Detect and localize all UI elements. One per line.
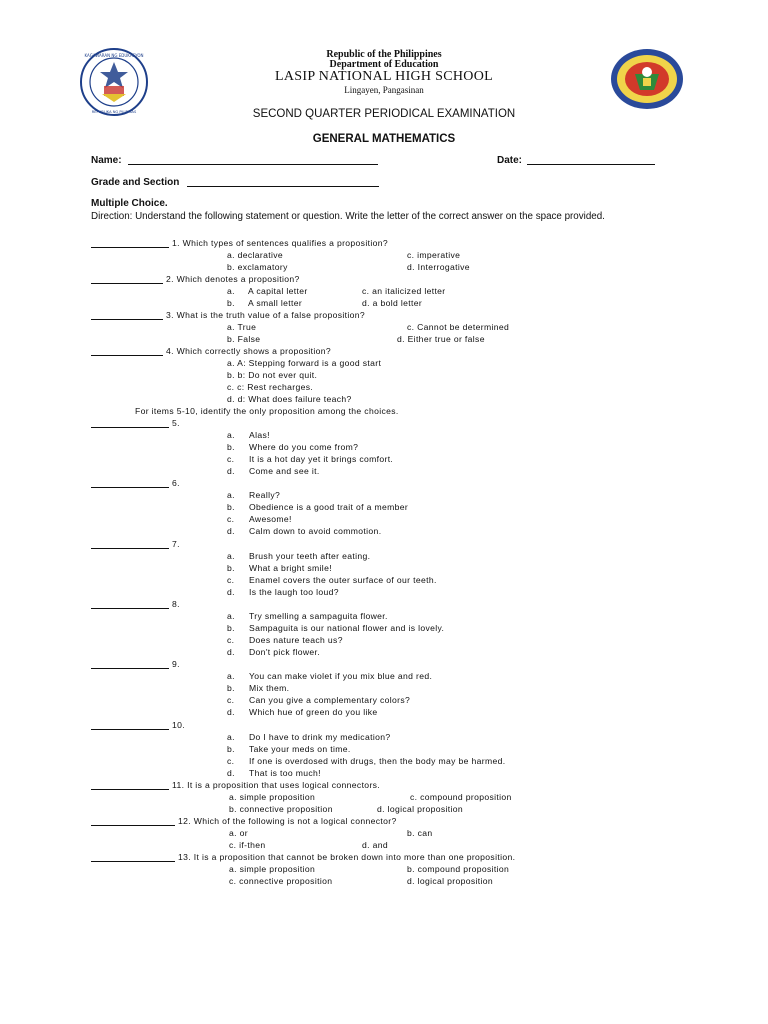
q7-letter-b: b. [227, 563, 235, 573]
q10-letter-a: a. [227, 732, 235, 742]
q11-option-b: b. connective proposition [229, 804, 333, 814]
question-10: 10. [172, 720, 185, 730]
answer-blank-12[interactable] [91, 825, 175, 826]
q1-option-b: b. exclamatory [227, 262, 288, 272]
q9-letter-c: c. [227, 695, 235, 705]
q13-option-b: b. compound proposition [407, 864, 510, 874]
q11-option-d: d. logical proposition [377, 804, 464, 814]
q5-letter-b: b. [227, 442, 235, 452]
q7-option-b: What a bright smile! [249, 563, 332, 573]
question-3: 3. What is the truth value of a false proposition? [166, 310, 366, 320]
q6-option-c: Awesome! [249, 514, 292, 524]
q2-option-a-letter: a. [227, 286, 235, 296]
answer-blank-1[interactable] [91, 247, 169, 248]
q3-option-c: c. Cannot be determined [407, 322, 510, 332]
q12-option-c: c. if-then [229, 840, 266, 850]
question-13: 13. It is a proposition that cannot be broken down into more than one proposition. [178, 852, 516, 862]
q1-option-c: c. imperative [407, 250, 461, 260]
q9-option-c: Can you give a complementary colors? [249, 695, 411, 705]
q6-letter-d: d. [227, 526, 235, 536]
q11-option-a: a. simple proposition [229, 792, 316, 802]
answer-blank-3[interactable] [91, 319, 163, 320]
q4-option-a: a. A: Stepping forward is a good start [227, 358, 382, 368]
q9-option-a: You can make violet if you mix blue and red. [249, 671, 433, 681]
answer-blank-8[interactable] [91, 608, 169, 609]
q8-option-a: Try smelling a sampaguita flower. [249, 611, 388, 621]
q8-letter-d: d. [227, 647, 235, 657]
q9-letter-d: d. [227, 707, 235, 717]
q8-letter-c: c. [227, 635, 235, 645]
q6-option-d: Calm down to avoid commotion. [249, 526, 382, 536]
question-11: 11. It is a proposition that uses logical connectors. [172, 780, 381, 790]
answer-blank-9[interactable] [91, 668, 169, 669]
q2-option-d: d. a bold letter [362, 298, 423, 308]
q4-option-c: c. c: Rest recharges. [227, 382, 314, 392]
q12-option-a: a. or [229, 828, 248, 838]
exam-title: SECOND QUARTER PERIODICAL EXAMINATION [252, 108, 516, 120]
q5-option-b: Where do you come from? [249, 442, 359, 452]
q7-option-a: Brush your teeth after eating. [249, 551, 371, 561]
q5-option-a: Alas! [249, 430, 270, 440]
q5-option-d: Come and see it. [249, 466, 320, 476]
logo-left-arc-text: KAGAWARAN NG EDUKASYON [84, 53, 144, 58]
question-7: 7. [172, 539, 180, 549]
q7-option-c: Enamel covers the outer surface of our teeth. [249, 575, 437, 585]
q10-letter-b: b. [227, 744, 235, 754]
q8-letter-a: a. [227, 611, 235, 621]
q1-option-a: a. declarative [227, 250, 284, 260]
date-field[interactable] [527, 164, 655, 165]
question-1: 1. Which types of sentences qualifies a proposition? [172, 238, 388, 248]
question-4: 4. Which correctly shows a proposition? [166, 346, 332, 356]
answer-blank-11[interactable] [91, 789, 169, 790]
q8-option-d: Don't pick flower. [249, 647, 320, 657]
q10-option-d: That is too much! [249, 768, 321, 778]
q7-letter-a: a. [227, 551, 235, 561]
q13-option-c: c. connective proposition [229, 876, 333, 886]
q1-option-d: d. Interrogative [407, 262, 470, 272]
grade-section-label: Grade and Section [91, 177, 180, 188]
q3-option-b: b. False [227, 334, 261, 344]
answer-blank-6[interactable] [91, 487, 169, 488]
q7-letter-d: d. [227, 587, 235, 597]
q8-option-c: Does nature teach us? [249, 635, 343, 645]
q10-letter-c: c. [227, 756, 235, 766]
q2-option-b: A small letter [248, 298, 303, 308]
answer-blank-7[interactable] [91, 548, 169, 549]
grade-section-field[interactable] [187, 186, 379, 187]
name-label: Name: [91, 155, 122, 166]
q2-option-a: A capital letter [248, 286, 308, 296]
q12-option-b: b. can [407, 828, 433, 838]
q9-option-d: Which hue of green do you like [249, 707, 378, 717]
question-2: 2. Which denotes a proposition? [166, 274, 300, 284]
q11-option-c: c. compound proposition [410, 792, 512, 802]
q9-option-b: Mix them. [249, 683, 290, 693]
school-location: Lingayen, Pangasinan [344, 85, 424, 95]
direction-text: Direction: Understand the following statement or question. Write the letter of the correct answer on the space provided. [91, 211, 605, 222]
answer-blank-10[interactable] [91, 729, 169, 730]
q2-option-b-letter: b. [227, 298, 235, 308]
q5-letter-c: c. [227, 454, 235, 464]
q10-letter-d: d. [227, 768, 235, 778]
q6-letter-b: b. [227, 502, 235, 512]
school-name: LASIP NATIONAL HIGH SCHOOL [275, 69, 493, 84]
question-9: 9. [172, 659, 180, 669]
q3-option-d: d. Either true or false [397, 334, 485, 344]
q6-option-a: Really? [249, 490, 281, 500]
q13-option-d: d. logical proposition [407, 876, 494, 886]
answer-blank-2[interactable] [91, 283, 163, 284]
q5-letter-a: a. [227, 430, 235, 440]
q7-letter-c: c. [227, 575, 235, 585]
question-6: 6. [172, 478, 180, 488]
date-label: Date: [497, 155, 523, 166]
q5-letter-d: d. [227, 466, 235, 476]
logo-left-bottom-text: REPUBLIKA NG PILIPINAS [91, 110, 137, 114]
q3-option-a: a. True [227, 322, 257, 332]
question-8: 8. [172, 599, 180, 609]
q4-option-d: d. d: What does failure teach? [227, 394, 352, 404]
q5-option-c: It is a hot day yet it brings comfort. [249, 454, 394, 464]
q6-letter-c: c. [227, 514, 235, 524]
q4-option-b: b. b: Do not ever quit. [227, 370, 318, 380]
q6-letter-a: a. [227, 490, 235, 500]
question-5: 5. [172, 418, 180, 428]
question-12: 12. Which of the following is not a logical connector? [178, 816, 397, 826]
answer-blank-4[interactable] [91, 355, 163, 356]
q8-option-b: Sampaguita is our national flower and is lovely. [249, 623, 445, 633]
q9-letter-a: a. [227, 671, 235, 681]
q8-letter-b: b. [227, 623, 235, 633]
republic-line: Republic of the Philippines [326, 49, 442, 60]
subject-title: GENERAL MATHEMATICS [312, 133, 456, 145]
q2-option-c: c. an italicized letter [362, 286, 446, 296]
test-type-heading: Multiple Choice. [91, 198, 168, 209]
answer-blank-5[interactable] [91, 427, 169, 428]
items-5-10-note: For items 5-10, identify the only proposition among the choices. [135, 406, 399, 416]
name-field[interactable] [128, 164, 378, 165]
q6-option-b: Obedience is a good trait of a member [249, 502, 409, 512]
q10-option-a: Do I have to drink my medication? [249, 732, 391, 742]
q9-letter-b: b. [227, 683, 235, 693]
answer-blank-13[interactable] [91, 861, 175, 862]
q10-option-b: Take your meds on time. [249, 744, 351, 754]
q13-option-a: a. simple proposition [229, 864, 316, 874]
q10-option-c: If one is overdosed with drugs, then the body may be harmed. [249, 756, 506, 766]
q7-option-d: Is the laugh too loud? [249, 587, 339, 597]
q12-option-d: d. and [362, 840, 388, 850]
department-line: Department of Education [329, 59, 439, 70]
